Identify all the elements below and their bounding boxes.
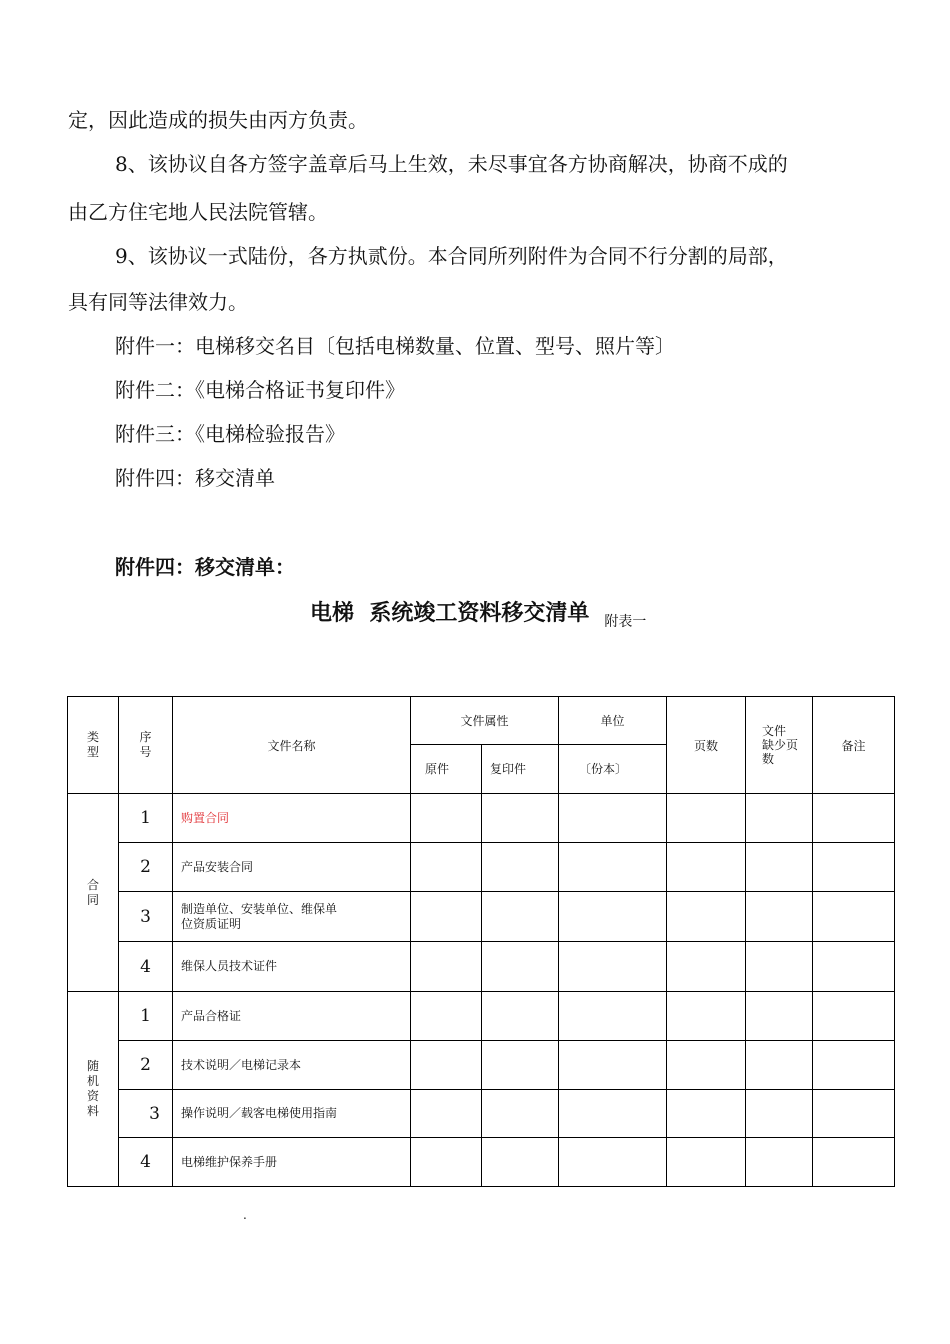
row-seq: 4 — [119, 942, 173, 992]
paragraph-line: 定，因此造成的损失由丙方负责。 — [68, 108, 368, 132]
table-row — [68, 1090, 895, 1138]
header-pages: 页数 — [667, 697, 746, 794]
row-seq: 3 — [119, 1090, 173, 1138]
row-seq: 3 — [119, 892, 173, 942]
header-missing-pages: 文件 缺少页 数 — [746, 697, 813, 794]
row-seq: 4 — [119, 1138, 173, 1187]
table-title-main: 电梯 系统竣工资料移交清单 — [310, 601, 590, 626]
table-row — [68, 942, 895, 992]
header-copy: 复印件 — [482, 745, 559, 794]
attachment-line: 附件一：电梯移交名目〔包括电梯数量、位置、型号、照片等〕 — [115, 334, 675, 358]
group-label-accompanying-docs: 随 机 资 料 — [68, 992, 119, 1187]
paragraph-line: 8、该协议自各方签字盖章后马上生效，未尽事宜各方协商解决，协商不成的 — [115, 152, 788, 176]
paragraph-line: 由乙方住宅地人民法院管辖。 — [68, 200, 328, 224]
header-type: 类 型 — [68, 697, 119, 794]
row-file-name: 购置合同 — [173, 794, 411, 843]
attachment-line: 附件二：《电梯合格证书复印件》 — [115, 378, 405, 402]
header-file-name: 文件名称 — [173, 697, 411, 794]
table-row — [68, 1041, 895, 1090]
header-original: 原件 — [411, 745, 482, 794]
header-remark: 备注 — [813, 697, 895, 794]
row-seq: 1 — [119, 992, 173, 1041]
table-row — [68, 1138, 895, 1187]
table-title — [310, 596, 647, 630]
attachment-line: 附件四：移交清单 — [115, 466, 275, 490]
footer-mark: . — [243, 1208, 247, 1222]
row-file-name: 操作说明／载客电梯使用指南 — [173, 1090, 411, 1138]
row-seq: 2 — [119, 843, 173, 892]
section-heading: 附件四：移交清单： — [115, 555, 295, 579]
row-file-name: 制造单位、安装单位、维保单 位资质证明 — [173, 892, 411, 942]
paragraph-line: 9、该协议一式陆份，各方执贰份。本合同所列附件为合同不行分割的局部， — [115, 244, 788, 268]
header-file-attr: 文件属性 — [411, 697, 559, 745]
header-unit-sub: 〔份本〕 — [559, 745, 667, 794]
row-seq: 2 — [119, 1041, 173, 1090]
row-seq: 1 — [119, 794, 173, 843]
group-label-contract: 合 同 — [68, 794, 119, 992]
table-row — [68, 794, 895, 843]
table-subtitle: 附表一 — [604, 614, 647, 630]
row-file-name: 产品合格证 — [173, 992, 411, 1041]
header-seq: 序 号 — [119, 697, 173, 794]
table-row — [68, 992, 895, 1041]
paragraph-line: 具有同等法律效力。 — [68, 290, 248, 314]
header-unit: 单位 — [559, 697, 667, 745]
row-file-name: 电梯维护保养手册 — [173, 1138, 411, 1187]
handover-table — [67, 696, 895, 1187]
table-row — [68, 843, 895, 892]
attachment-line: 附件三：《电梯检验报告》 — [115, 422, 345, 446]
row-file-name: 技术说明／电梯记录本 — [173, 1041, 411, 1090]
row-file-name: 产品安装合同 — [173, 843, 411, 892]
row-file-name: 维保人员技术证件 — [173, 942, 411, 992]
table-row — [68, 892, 895, 942]
